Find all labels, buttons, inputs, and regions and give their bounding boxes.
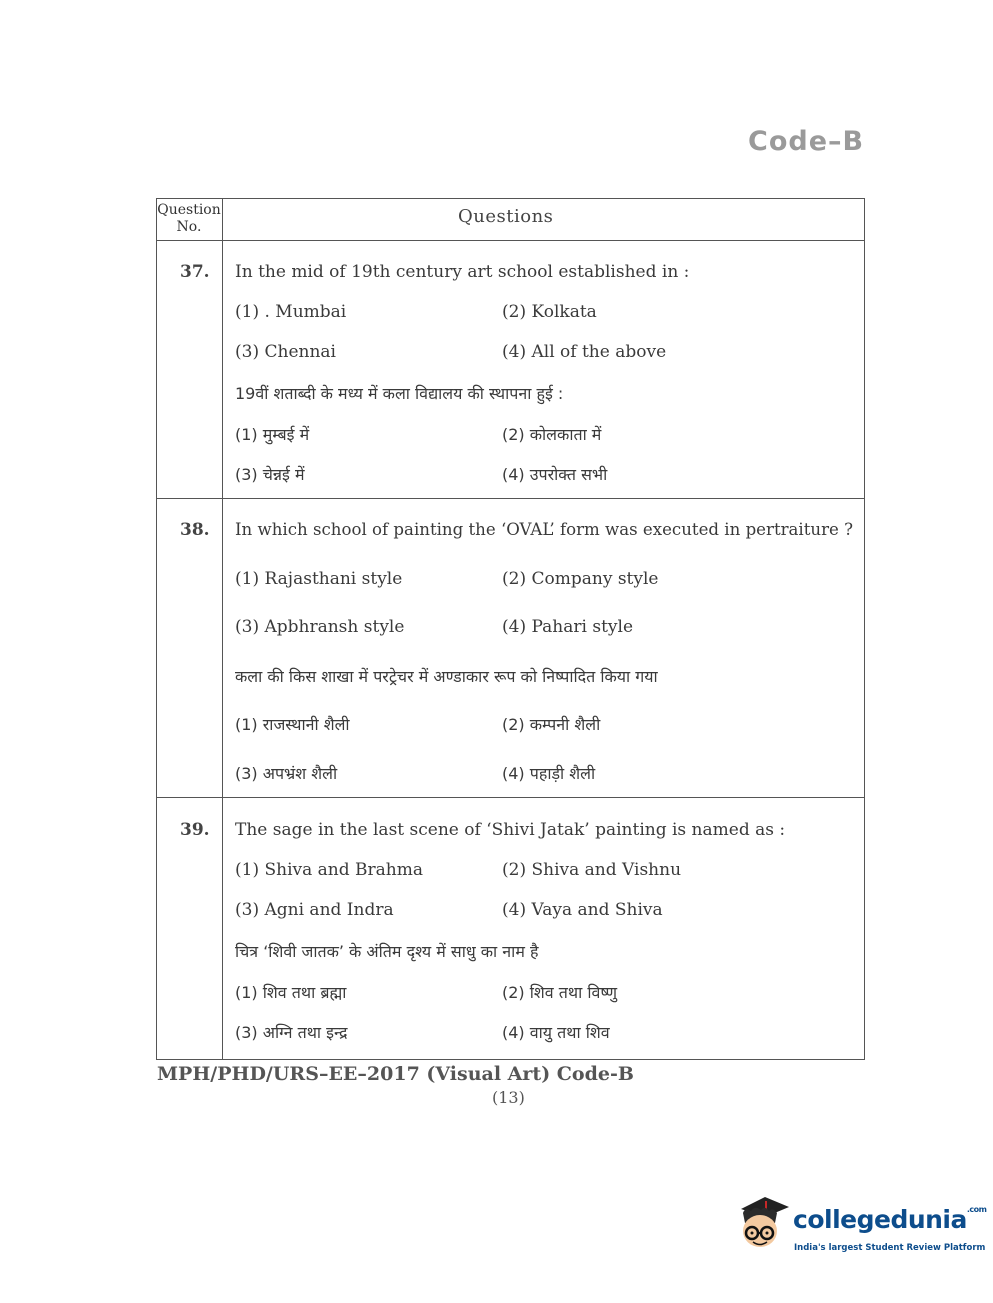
option-hi: (1) राजस्थानी शैली <box>235 715 350 734</box>
option-en: (1) Shiva and Brahma <box>235 860 423 880</box>
question-text-hindi: चित्र ‘शिवी जातक’ के अंतिम दृश्य में साधु का नाम है <box>235 942 539 961</box>
question-number: 38. <box>180 520 210 540</box>
option-en: (4) Vaya and Shiva <box>502 900 663 920</box>
mascot-icon <box>735 1195 793 1257</box>
row-divider <box>156 498 865 499</box>
option-en: (1) . Mumbai <box>235 302 347 322</box>
question-text-hindi: 19वीं शताब्दी के मध्य में कला विद्यालय की स्थापना हुई : <box>235 384 564 403</box>
header-questions: Questions <box>458 206 554 227</box>
option-hi: (3) अपभ्रंश शैली <box>235 764 338 783</box>
option-hi: (2) कम्पनी शैली <box>502 715 601 734</box>
option-hi: (4) उपरोक्त सभी <box>502 465 608 484</box>
option-hi: (2) कोलकाता में <box>502 425 602 444</box>
page-number: (13) <box>492 1088 525 1107</box>
option-hi: (4) पहाड़ी शैली <box>502 764 596 783</box>
option-en: (2) Kolkata <box>502 302 597 322</box>
option-hi: (2) शिव तथा विष्णु <box>502 983 618 1002</box>
code-label: Code–B <box>748 126 865 157</box>
header-question-no: Question No. <box>157 202 221 235</box>
option-hi: (4) वायु तथा शिव <box>502 1023 610 1042</box>
option-en: (2) Shiva and Vishnu <box>502 860 682 880</box>
collegedunia-logo <box>735 1195 987 1265</box>
option-en: (4) Pahari style <box>502 617 634 637</box>
question-text-hindi: कला की किस शाखा में परट्रेचर में अण्डाकार रूप को निष्पादित किया गया <box>235 667 658 686</box>
question-text-english: In which school of painting the ‘OVAL’ form was executed in pertraiture ? <box>235 520 854 539</box>
logo-tagline: India's largest Student Review Platform <box>794 1243 986 1253</box>
logo-wordmark: collegedunia$^{.com}$ <box>793 1205 987 1234</box>
footer-paper-code: MPH/PHD/URS–EE–2017 (Visual Art) Code-B <box>157 1063 634 1085</box>
option-en: (3) Apbhransh style <box>235 617 405 637</box>
row-divider <box>156 797 865 798</box>
option-hi: (3) अग्नि तथा इन्द्र <box>235 1023 348 1042</box>
option-hi: (1) शिव तथा ब्रह्मा <box>235 983 347 1002</box>
question-number: 37. <box>180 262 210 282</box>
option-en: (2) Company style <box>502 569 659 589</box>
option-en: (3) Agni and Indra <box>235 900 394 920</box>
option-en: (3) Chennai <box>235 342 336 362</box>
column-divider <box>222 198 223 1060</box>
question-text-english: The sage in the last scene of ‘Shivi Jatak’ painting is named as : <box>235 820 786 840</box>
question-number: 39. <box>180 820 210 840</box>
question-text-english: In the mid of 19th century art school established in : <box>235 262 690 282</box>
option-hi: (1) मुम्बई में <box>235 425 310 444</box>
option-hi: (3) चेन्नई में <box>235 465 305 484</box>
header-divider <box>156 240 865 241</box>
option-en: (4) All of the above <box>502 342 667 362</box>
option-en: (1) Rajasthani style <box>235 569 403 589</box>
